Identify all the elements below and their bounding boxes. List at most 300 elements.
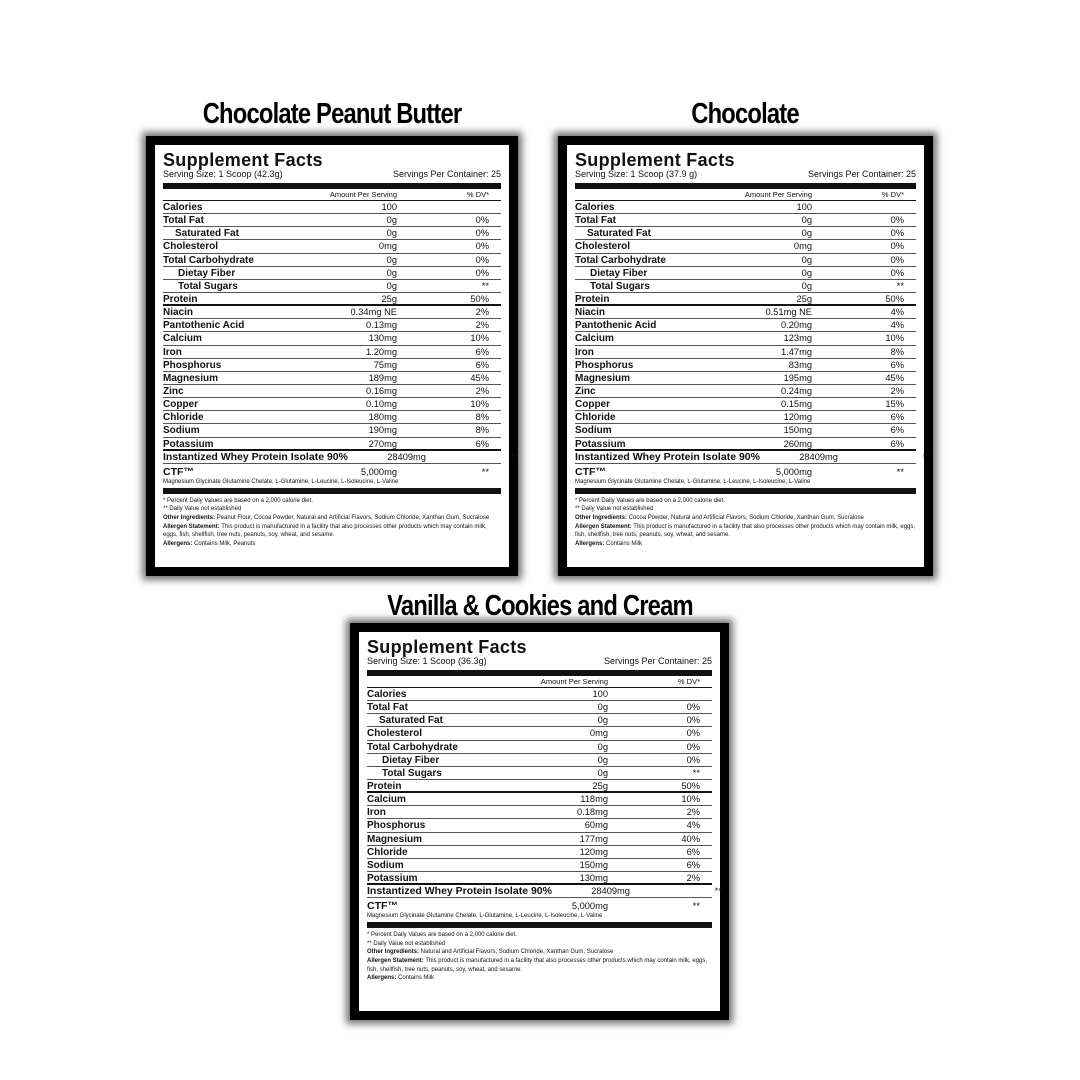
nutrient-row <box>163 306 501 319</box>
nutrient-label: Iron <box>367 807 386 819</box>
nutrient-dv <box>622 688 712 701</box>
nutrient-dv: 4% <box>686 820 700 831</box>
nutrient-label: Copper <box>163 399 198 411</box>
nutrient-dv: 0% <box>686 741 700 752</box>
supplement-facts-panel <box>146 136 518 576</box>
nutrient-dv: 0% <box>890 228 904 239</box>
nutrient-amount: 25g <box>381 293 397 304</box>
nutrient-amount: 118mg <box>580 794 608 805</box>
nutrient-amount: 0.51mg NE <box>765 307 812 318</box>
footnotes <box>163 497 501 549</box>
nutrient-amount: 0g <box>597 741 608 752</box>
nutrient-amount: 83mg <box>788 359 812 370</box>
ctf-description: Magnesium Glycinate Glutamine Chelate, L-Glutamine, L-Leucine, L-Isoleucine, L-Valine <box>163 478 399 485</box>
other-ingredients-label: Other Ingredients: <box>367 949 420 956</box>
allergen-statement <box>163 523 501 540</box>
nutrient-amount: 190mg <box>368 425 397 436</box>
ctf-amount: 5,000mg <box>775 466 812 477</box>
other-ingredients-text: Natural and Artificial Flavors, Sodium Chloride, Xanthan Gum, Sucralose <box>419 949 614 956</box>
nutrient-amount: 25g <box>796 293 812 304</box>
nutrient-dv: 0% <box>890 215 904 226</box>
nutrient-dv: 2% <box>686 807 700 818</box>
panel-heading: Supplement Facts <box>575 150 735 170</box>
ctf-label: CTF™ <box>367 900 398 913</box>
column-header <box>163 189 501 201</box>
other-ingredients <box>367 948 712 957</box>
nutrient-label: Copper <box>575 399 610 411</box>
nutrient-row <box>575 306 916 319</box>
nutrient-amount: 130mg <box>368 333 397 344</box>
nutrient-dv: 4% <box>890 307 904 318</box>
nutrient-label: Calcium <box>163 333 202 345</box>
nutrient-dv <box>411 201 501 214</box>
nutrient-label: Cholesterol <box>163 241 219 253</box>
nutrient-row <box>575 227 916 240</box>
nutrient-dv: 0% <box>686 702 700 713</box>
nutrient-dv: ** <box>692 767 700 778</box>
nutrient-label: Instantized Whey Protein Isolate 90% <box>575 450 760 463</box>
nutrient-row <box>163 438 501 451</box>
allergen-statement <box>575 523 916 540</box>
nutrient-row <box>163 319 501 332</box>
footnotes <box>575 497 916 549</box>
nutrient-row <box>163 280 501 293</box>
nutrient-row <box>575 424 916 437</box>
ctf-label: CTF™ <box>575 465 606 478</box>
nutrient-label: Total Sugars <box>382 767 442 779</box>
serving-info <box>367 656 712 667</box>
nutrient-label: Phosphorus <box>163 359 222 371</box>
ctf-amount: 5,000mg <box>571 901 608 912</box>
nutrient-amount: 100 <box>592 689 608 699</box>
nutrient-label: Chloride <box>367 846 408 858</box>
nutrient-row <box>163 385 501 398</box>
header-spacer <box>163 189 319 200</box>
nutrient-row <box>367 872 712 885</box>
nutrient-row <box>367 727 712 740</box>
nutrient-label: Phosphorus <box>367 820 426 832</box>
nutrient-label: Cholesterol <box>367 728 423 740</box>
nutrient-amount: 0mg <box>793 241 812 252</box>
nutrient-row <box>163 398 501 411</box>
nutrient-row <box>367 806 712 819</box>
nutrient-label: Total Fat <box>367 702 408 714</box>
nutrient-dv: ** <box>481 280 489 291</box>
nutrient-row <box>367 754 712 767</box>
nutrient-label: Magnesium <box>163 372 219 384</box>
nutrient-label: Dietay Fiber <box>590 267 648 279</box>
nutrient-label: Calcium <box>367 794 406 806</box>
nutrient-row <box>367 833 712 846</box>
nutrient-label: Saturated Fat <box>379 715 443 727</box>
footnote-not-established: ** Daily Value not established <box>163 506 242 513</box>
nutrient-row <box>367 793 712 806</box>
nutrient-amount: 177mg <box>579 833 608 844</box>
nutrient-label: Magnesium <box>367 833 423 845</box>
nutrient-amount: 260mg <box>783 438 812 449</box>
nutrient-amount: 100 <box>381 202 397 212</box>
header-spacer <box>575 189 734 200</box>
panel-heading: Supplement Facts <box>163 150 323 170</box>
allergen-statement-text: This product is manufactured in a facility that also processes other products which may contain milk, eggs, fish, shellfish, tree nuts, peanuts, soy, wheat, and sesame. <box>163 523 487 539</box>
nutrient-dv: 2% <box>890 385 904 396</box>
column-header <box>575 189 916 201</box>
panel-content <box>575 150 930 548</box>
nutrient-amount: 28409mg <box>591 886 630 897</box>
nutrient-dv: 6% <box>475 346 489 357</box>
nutrient-amount: 0mg <box>378 241 397 252</box>
nutrient-amount: 0.24mg <box>780 385 812 396</box>
allergen-statement-label: Allergen Statement: <box>367 958 424 965</box>
nutrient-dv: 40% <box>681 833 700 844</box>
servings-per-container: Servings Per Container: 25 <box>603 656 712 666</box>
nutrient-row <box>367 688 712 701</box>
column-header <box>367 676 712 688</box>
nutrient-dv: 8% <box>475 412 489 423</box>
nutrient-dv: 10% <box>470 399 489 410</box>
nutrient-amount: 0g <box>801 228 812 239</box>
nutrient-row <box>575 346 916 359</box>
nutrient-row <box>367 767 712 780</box>
nutrient-row <box>575 398 916 411</box>
header-amount: Amount Per Serving <box>540 677 608 686</box>
nutrient-label: Pantothenic Acid <box>575 320 657 332</box>
header-amount: Amount Per Serving <box>744 190 812 199</box>
nutrient-dv <box>826 201 916 214</box>
nutrient-dv: ** <box>510 451 518 462</box>
nutrient-label: Iron <box>163 346 182 358</box>
nutrient-dv: 6% <box>890 425 904 436</box>
nutrient-label: Potassium <box>163 438 214 450</box>
nutrient-label: Sodium <box>163 425 200 437</box>
nutrient-row <box>367 885 722 898</box>
divider-thick <box>575 488 916 494</box>
nutrient-row <box>163 267 501 280</box>
nutrient-dv: 0% <box>890 241 904 252</box>
nutrient-label: Pantothenic Acid <box>163 320 245 332</box>
nutrient-label: Zinc <box>575 385 596 397</box>
supplement-facts-panel <box>558 136 933 576</box>
nutrient-row <box>575 385 916 398</box>
nutrient-dv: 0% <box>475 267 489 278</box>
nutrient-row <box>163 214 501 227</box>
nutrient-label: Sodium <box>367 859 404 871</box>
serving-info <box>163 169 501 180</box>
nutrient-row <box>575 438 916 451</box>
nutrient-amount: 0.13mg <box>365 320 397 331</box>
nutrient-label: Calories <box>163 202 203 213</box>
nutrient-label: Phosphorus <box>575 359 634 371</box>
nutrient-dv: 6% <box>890 359 904 370</box>
nutrient-row <box>163 346 501 359</box>
serving-size: Serving Size: 1 Scoop (36.3g) <box>367 656 487 666</box>
nutrient-amount: 0g <box>801 267 812 278</box>
nutrient-label: Potassium <box>367 872 418 884</box>
other-ingredients <box>163 514 501 523</box>
nutrient-amount: 0.20mg <box>780 320 812 331</box>
nutrient-row <box>163 372 501 385</box>
nutrient-label: Calcium <box>575 333 614 345</box>
other-ingredients-label: Other Ingredients: <box>575 515 628 521</box>
nutrient-label: Zinc <box>163 385 184 397</box>
nutrient-label: Sodium <box>575 425 612 437</box>
nutrient-amount: 0g <box>597 715 608 726</box>
nutrient-amount: 0g <box>386 228 397 239</box>
nutrient-label: Total Sugars <box>590 280 650 292</box>
header-dv: % DV* <box>677 677 700 686</box>
nutrient-amount: 0g <box>801 254 812 265</box>
nutrient-dv: ** <box>714 886 722 897</box>
nutrient-dv: 0% <box>475 215 489 226</box>
nutrient-dv: 0% <box>890 254 904 265</box>
nutrient-dv: 2% <box>475 320 489 331</box>
nutrient-row <box>575 280 916 293</box>
nutrient-row <box>163 240 501 253</box>
nutrient-amount: 0g <box>597 702 608 713</box>
nutrient-row <box>575 240 916 253</box>
allergens <box>367 974 712 983</box>
nutrient-amount: 28409mg <box>387 451 426 462</box>
nutrient-label: Saturated Fat <box>587 228 651 240</box>
other-ingredients-label: Other Ingredients: <box>163 515 216 521</box>
ctf-label: CTF™ <box>163 465 194 478</box>
nutrient-amount: 0.15mg <box>780 399 812 410</box>
nutrient-label: Total Fat <box>163 215 204 227</box>
nutrient-amount: 28409mg <box>799 451 838 462</box>
nutrient-amount: 0g <box>801 215 812 226</box>
nutrient-amount: 180mg <box>368 412 397 423</box>
nutrient-label: Niacin <box>575 307 606 319</box>
nutrient-dv: 6% <box>890 438 904 449</box>
allergen-statement-label: Allergen Statement: <box>163 523 220 530</box>
nutrient-row <box>575 201 916 214</box>
nutrient-row <box>575 267 916 280</box>
nutrient-dv: 4% <box>890 320 904 331</box>
flavor-title: Chocolate <box>691 98 799 130</box>
nutrient-amount: 150mg <box>783 425 812 436</box>
footnote-not-established: ** Daily Value not established <box>575 506 654 513</box>
nutrient-amount: 270mg <box>368 438 397 449</box>
nutrient-label: Protein <box>163 293 198 305</box>
flavor-title: Chocolate Peanut Butter <box>202 98 462 130</box>
nutrient-label: Instantized Whey Protein Isolate 90% <box>367 885 552 898</box>
nutrient-amount: 120mg <box>783 412 812 423</box>
panel-content <box>367 637 722 983</box>
nutrient-amount: 0g <box>386 280 397 291</box>
nutrient-dv: 10% <box>470 333 489 344</box>
nutrient-dv: 2% <box>475 385 489 396</box>
nutrient-label: Cholesterol <box>575 241 631 253</box>
allergens-label: Allergens: <box>163 540 193 547</box>
nutrient-row <box>163 359 501 372</box>
nutrient-row <box>163 293 501 306</box>
other-ingredients-text: Cocoa Powder, Natural and Artificial Flavors, Sodium Chloride, Xanthan Gum, Sucralose <box>627 515 864 521</box>
allergens <box>163 540 501 549</box>
nutrient-dv: ** <box>896 280 904 291</box>
footnote-dv: * Percent Daily Values are based on a 2,000 calorie diet. <box>163 497 313 504</box>
ctf-dv: ** <box>481 466 489 477</box>
serving-size: Serving Size: 1 Scoop (42.3g) <box>163 169 283 179</box>
nutrient-label: Chloride <box>163 412 204 424</box>
ctf-row <box>367 900 712 912</box>
allergens-text: Contains Milk <box>396 975 435 982</box>
nutrient-amount: 0g <box>597 754 608 765</box>
nutrient-label: Dietay Fiber <box>178 267 236 279</box>
nutrient-dv: 6% <box>686 846 700 857</box>
nutrient-dv: 50% <box>470 293 489 304</box>
nutrient-label: Chloride <box>575 412 616 424</box>
nutrient-amount: 0.34mg NE <box>350 307 397 318</box>
nutrient-row <box>575 411 916 424</box>
nutrient-dv: 6% <box>890 412 904 423</box>
nutrient-row <box>367 714 712 727</box>
nutrient-amount: 150mg <box>579 859 608 870</box>
nutrient-amount: 0mg <box>589 728 608 739</box>
nutrient-amount: 0g <box>801 280 812 291</box>
nutrient-amount: 0g <box>597 767 608 778</box>
nutrient-dv: 8% <box>475 425 489 436</box>
allergen-statement-text: This product is manufactured in a facility that also processes other products which may contain milk, eggs, fish, shellfish, tree nuts, peanuts, soy, wheat, and sesame. <box>367 958 708 973</box>
footnotes <box>367 931 712 983</box>
nutrient-label: Niacin <box>163 307 194 319</box>
nutrient-row <box>575 359 916 372</box>
ctf-dv: ** <box>692 901 700 912</box>
nutrient-dv: 15% <box>885 399 904 410</box>
nutrient-dv: 50% <box>885 293 904 304</box>
nutrient-amount: 60mg <box>584 820 608 831</box>
ctf-row <box>575 466 916 478</box>
nutrient-amount: 0g <box>386 215 397 226</box>
nutrient-amount: 130mg <box>579 872 608 883</box>
nutrient-label: Total Fat <box>575 215 616 227</box>
nutrient-amount: 0g <box>386 254 397 265</box>
nutrient-amount: 189mg <box>368 372 397 383</box>
allergens-label: Allergens: <box>367 975 397 982</box>
nutrient-dv: 10% <box>681 794 700 805</box>
nutrient-dv: 0% <box>890 267 904 278</box>
nutrient-row <box>575 214 916 227</box>
header-dv: % DV* <box>881 190 904 199</box>
nutrient-label: Saturated Fat <box>175 228 239 240</box>
nutrient-row <box>575 450 930 464</box>
footnote-dv: * Percent Daily Values are based on a 2,000 calorie diet. <box>575 497 725 504</box>
ctf-description: Magnesium Glycinate Glutamine Chelate, L-Glutamine, L-Leucine, L-Isoleucine, L-Valine <box>367 913 603 920</box>
flavor-title: Vanilla & Cookies and Cream <box>387 590 693 622</box>
nutrient-amount: 0.18mg <box>576 807 608 818</box>
nutrient-dv: 6% <box>475 359 489 370</box>
nutrient-dv: 0% <box>686 754 700 765</box>
nutrient-dv: 45% <box>885 372 904 383</box>
other-ingredients <box>575 514 916 523</box>
header-amount: Amount Per Serving <box>329 190 397 199</box>
nutrient-amount: 123mg <box>783 333 812 344</box>
nutrient-dv: 0% <box>686 728 700 739</box>
nutrient-row <box>575 254 916 267</box>
nutrient-row <box>575 293 916 306</box>
nutrient-row <box>367 741 712 754</box>
nutrient-label: Potassium <box>575 438 626 450</box>
ctf-description: Magnesium Glycinate Glutamine Chelate, L-Glutamine, L-Leucine, L-Isoleucine, L-Valine <box>575 478 811 485</box>
allergens-label: Allergens: <box>575 540 605 547</box>
nutrient-dv: 50% <box>681 780 700 791</box>
nutrient-row <box>575 372 916 385</box>
nutrient-dv: 0% <box>475 241 489 252</box>
nutrient-dv: 0% <box>686 715 700 726</box>
allergen-statement-label: Allergen Statement: <box>575 523 632 530</box>
nutrient-amount: 0.16mg <box>365 385 397 396</box>
allergens-text: Contains Milk <box>604 540 643 547</box>
ctf-row <box>163 466 501 478</box>
footnote-dv: * Percent Daily Values are based on a 2,000 calorie diet. <box>367 932 517 939</box>
nutrient-label: Protein <box>367 780 402 792</box>
nutrient-label: Total Sugars <box>178 280 238 292</box>
nutrient-amount: 0.10mg <box>365 399 397 410</box>
nutrient-dv: 6% <box>686 859 700 870</box>
allergen-statement-text: This product is manufactured in a facility that also processes other products which may contain milk, eggs, fish, shellfish, tree nuts, peanuts, soy, wheat, and sesame. <box>575 523 916 539</box>
nutrient-row <box>367 819 712 832</box>
nutrient-dv: 0% <box>475 254 489 265</box>
nutrient-label: Calories <box>367 689 407 700</box>
serving-info <box>575 169 916 180</box>
nutrient-label: Instantized Whey Protein Isolate 90% <box>163 450 348 463</box>
nutrient-amount: 75mg <box>373 359 397 370</box>
header-spacer <box>367 676 530 687</box>
nutrient-label: Magnesium <box>575 372 631 384</box>
panel-heading: Supplement Facts <box>367 637 527 657</box>
nutrient-row <box>163 227 501 240</box>
nutrient-dv: 10% <box>885 333 904 344</box>
nutrient-row <box>163 254 501 267</box>
nutrient-amount: 0g <box>386 267 397 278</box>
other-ingredients-text: Peanut Flour, Cocoa Powder, Natural and Artificial Flavors, Sodium Chloride, Xanthan Gum, Sucralose <box>215 515 490 521</box>
nutrient-row <box>163 332 501 345</box>
nutrient-amount: 100 <box>796 202 812 212</box>
nutrient-label: Total Carbohydrate <box>367 741 458 753</box>
nutrient-dv: ** <box>922 451 930 462</box>
ctf-amount: 5,000mg <box>360 466 397 477</box>
nutrient-row <box>367 846 712 859</box>
nutrient-dv: 8% <box>890 346 904 357</box>
nutrient-label: Protein <box>575 293 610 305</box>
nutrient-row <box>575 319 916 332</box>
nutrient-amount: 1.20mg <box>365 346 397 357</box>
nutrient-row <box>367 780 712 793</box>
panel-content <box>163 150 518 548</box>
nutrient-label: Total Carbohydrate <box>163 254 254 266</box>
nutrient-row <box>163 201 501 214</box>
supplement-facts-panel <box>350 623 729 1020</box>
ctf-dv: ** <box>896 466 904 477</box>
servings-per-container: Servings Per Container: 25 <box>392 169 501 179</box>
nutrient-row <box>367 859 712 872</box>
servings-per-container: Servings Per Container: 25 <box>807 169 916 179</box>
divider-thick <box>367 922 712 928</box>
nutrient-dv: 2% <box>475 307 489 318</box>
nutrient-label: Calories <box>575 202 615 213</box>
nutrient-dv: 2% <box>686 872 700 883</box>
nutrient-label: Iron <box>575 346 594 358</box>
nutrient-row <box>575 332 916 345</box>
footnote-not-established: ** Daily Value not established <box>367 940 446 947</box>
nutrient-amount: 120mg <box>579 846 608 857</box>
nutrient-label: Total Carbohydrate <box>575 254 666 266</box>
nutrient-amount: 25g <box>592 780 608 791</box>
allergens <box>575 540 916 549</box>
nutrient-row <box>163 411 501 424</box>
allergen-statement <box>367 957 712 974</box>
nutrient-row <box>367 701 712 714</box>
nutrient-amount: 195mg <box>783 372 812 383</box>
